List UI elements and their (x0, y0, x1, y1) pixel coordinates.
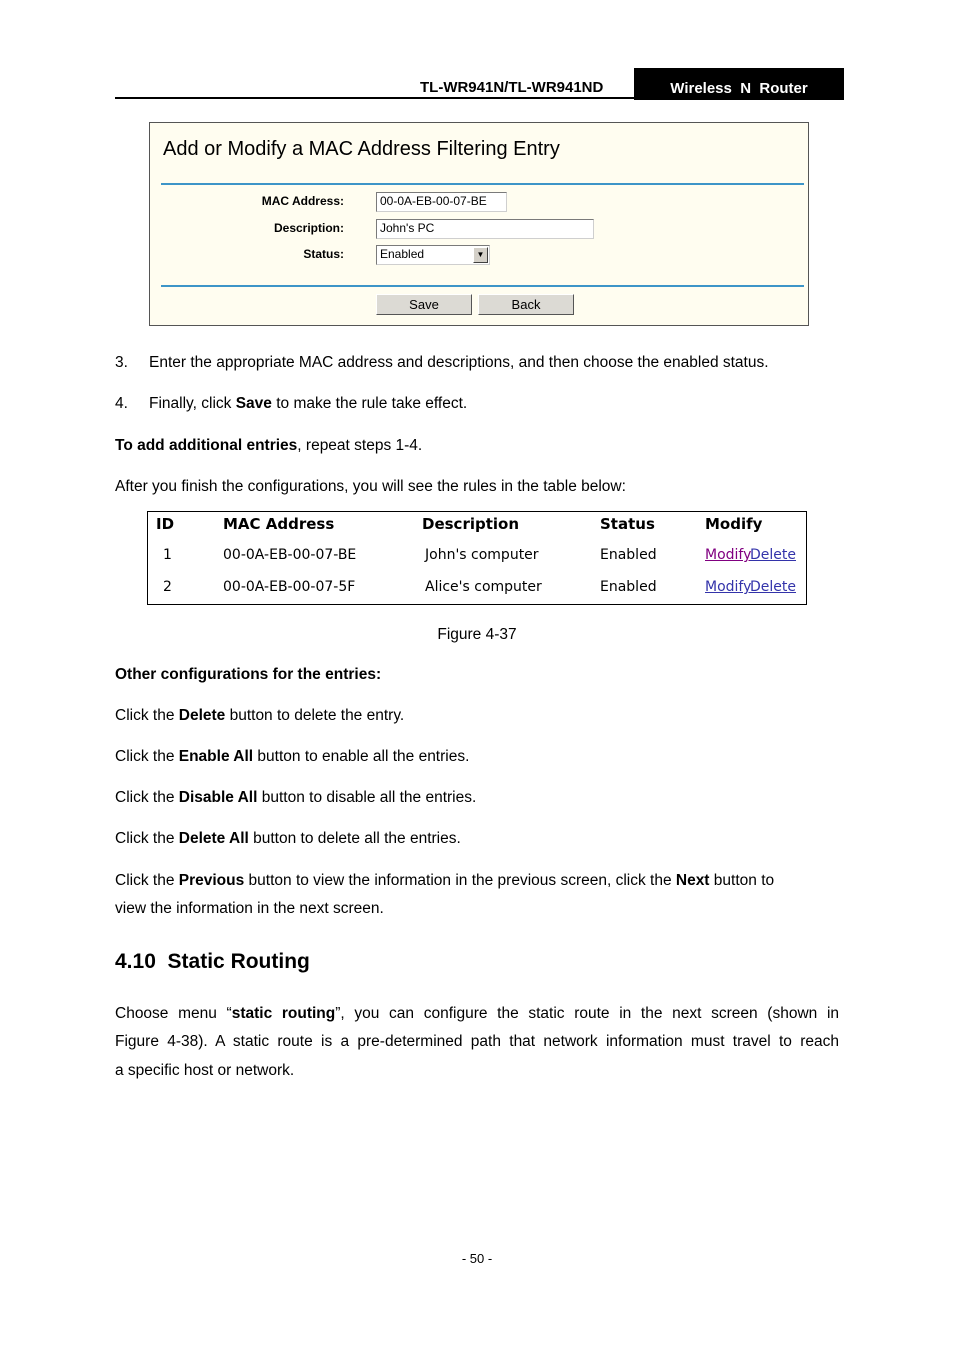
row-status: Enabled (600, 547, 657, 563)
document-product-tag: Wireless N Router (634, 68, 844, 100)
delete-link[interactable]: Delete (750, 579, 796, 595)
document-model-name: TL-WR941N/TL-WR941ND (420, 79, 604, 96)
table-header-modify: Modify (705, 515, 763, 533)
panel-divider-top (161, 183, 804, 185)
header-rule (115, 97, 634, 99)
delete-link[interactable]: Delete (750, 547, 796, 563)
figure-caption: Figure 4-37 (437, 626, 517, 643)
table-header-id: ID (156, 515, 175, 533)
modify-link[interactable]: Modify (705, 547, 752, 563)
other-config-item: Click the Delete All button to delete all the entries. (115, 830, 461, 847)
row-status: Enabled (600, 579, 657, 595)
panel-title: Add or Modify a MAC Address Filtering Entry (163, 138, 560, 160)
step-text: Enter the appropriate MAC address and descriptions, and then choose the enabled status. (149, 354, 769, 371)
status-label: Status: (303, 247, 344, 261)
description-label: Description: (273, 221, 344, 235)
step-number: 4. (115, 395, 128, 412)
status-select[interactable] (376, 245, 490, 265)
step-number: 3. (115, 354, 128, 371)
additional-entries-note: To add additional entries, repeat steps 1-4. (115, 437, 423, 454)
step-text: Finally, click Save to make the rule take effect. (149, 395, 468, 412)
other-config-heading: Other configurations for the entries: (115, 666, 382, 683)
mac-address-input[interactable]: 00-0A-EB-00-07-BE (376, 192, 507, 212)
mac-filter-rules-table (147, 511, 807, 605)
mac-address-label: MAC Address: (261, 194, 344, 208)
table-header-description: Description (422, 515, 520, 533)
mac-filter-entry-panel (149, 122, 809, 326)
static-routing-paragraph-line3: a specific host or network. (115, 1062, 295, 1079)
status-select-value: Enabled (380, 247, 425, 261)
description-input[interactable]: John's PC (376, 219, 594, 239)
table-header-mac: MAC Address (223, 515, 335, 533)
panel-divider-bottom (161, 285, 804, 287)
after-finish-paragraph: After you finish the configurations, you will see the rules in the table below: (115, 478, 626, 495)
table-header-status: Status (600, 515, 655, 533)
section-heading: 4.10 Static Routing (115, 950, 310, 973)
row-id: 1 (163, 547, 172, 563)
row-mac: 00-0A-EB-00-07-BE (223, 547, 357, 563)
row-mac: 00-0A-EB-00-07-5F (223, 579, 356, 595)
prev-next-paragraph: Click the Previous button to view the information in the previous screen, click the Next button to (115, 872, 775, 889)
other-config-item: Click the Enable All button to enable all the entries. (115, 748, 470, 765)
save-button[interactable]: Save (376, 294, 472, 315)
other-config-item: Click the Disable All button to disable all the entries. (115, 789, 477, 806)
prev-next-paragraph-line2: view the information in the next screen. (115, 900, 384, 917)
modify-link[interactable]: Modify (705, 579, 752, 595)
page-number: - 50 - (461, 1251, 493, 1266)
back-button[interactable]: Back (478, 294, 574, 315)
static-routing-paragraph-line1: Choose menu “static routing”, you can configure the static route in the next screen (shown in (115, 1005, 840, 1022)
static-routing-paragraph-line2: Figure 4-38). A static route is a pre-determined path that network information must travel to reach (115, 1033, 839, 1050)
row-id: 2 (163, 579, 172, 595)
chevron-down-icon[interactable]: ▼ (473, 247, 488, 263)
row-description: John's computer (425, 547, 539, 563)
row-description: Alice's computer (425, 579, 542, 595)
other-config-item: Click the Delete button to delete the entry. (115, 707, 405, 724)
